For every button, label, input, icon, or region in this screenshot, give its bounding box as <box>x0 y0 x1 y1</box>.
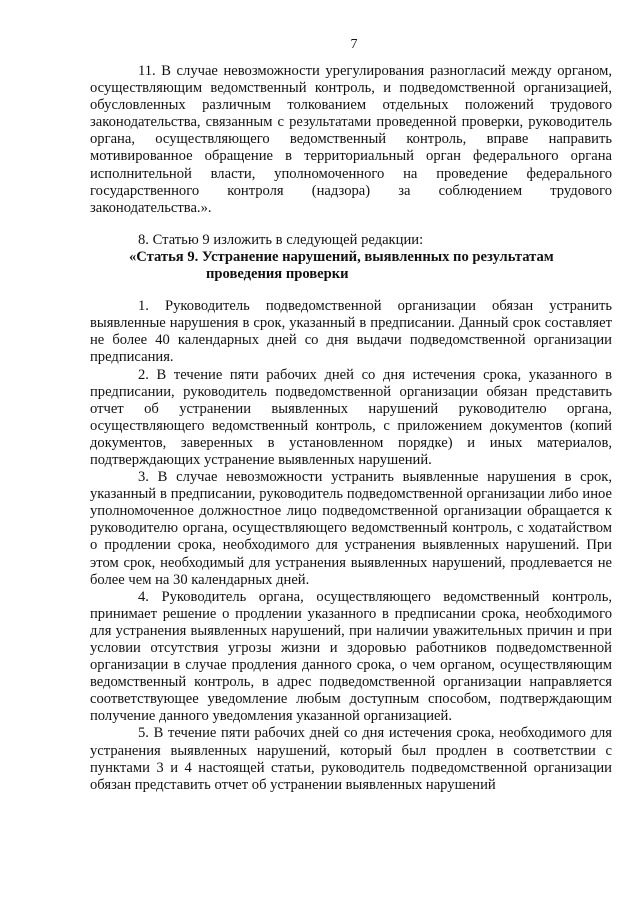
paragraph-11: 11. В случае невозможности урегулирования разногласий между органом, осуществляющим ведомственный контроль, и подведомственной организацией, обусловленных различным толкованием отдельных положений трудового законодательства, связанным с результатами проведенной проверки, руководитель органа, осуществляющего ведомственный контроль, вправе направить мотивированное обращение в территориальный орган федерального органа исполнительной власти, уполномоченного на проведение федерального государственного контроля (надзора) за соблюдением трудового законодательства.». <box>90 63 612 216</box>
article-paragraph-5: 5. В течение пяти рабочих дней со дня истечения срока, необходимого для устранения выявленных нарушений, который был продлен в соответствии с пунктами 3 и 4 настоящей статьи, руководитель подведомственной организации обязан представить отчет об устранении выявленных нарушений <box>90 725 612 793</box>
page-number: 7 <box>350 37 358 52</box>
article-paragraph-1: 1. Руководитель подведомственной организации обязан устранить выявленные нарушения в срок, указанный в предписании. Данный срок составляет не более 40 календарных дней со дня выдачи подведомственной организации предписания. <box>90 298 612 366</box>
amendment-intro: 8. Статью 9 изложить в следующей редакции: <box>138 231 424 248</box>
article-paragraph-4: 4. Руководитель органа, осуществляющего ведомственный контроль, принимает решение о продлении указанного в предписании срока, необходимого для устранения выявленных нарушений, при наличии уважительных причин и при условии отсутствия угрозы жизни и здоровью работников подведомственной организации в случае продления данного срока, о чем органом, осуществляющим ведомственный контроль, в адрес подведомственной организации направляется соответствующее уведомление любым доступным способом, подтверждающим получение данного уведомления указанной организацией. <box>90 588 612 725</box>
article-heading-line2: проведения проверки <box>206 266 349 283</box>
spacer <box>90 217 612 232</box>
article-paragraph-3: 3. В случае невозможности устранить выявленные нарушения в срок, указанный в предписании, руководитель подведомственной организации либо иное уполномоченное должностное лицо подведомственной организации обращается к руководителю органа, осуществляющего ведомственный контроль, с ходатайством о продлении срока, необходимого для устранения выявленных нарушений. При этом срок, необходимый для устранения выявленных нарушений, продлевается не более чем на 30 календарных дней. <box>90 469 612 588</box>
document-page <box>90 36 612 794</box>
article-paragraph-2: 2. В течение пяти рабочих дней со дня истечения срока, указанного в предписании, руководитель подведомственной организации обязан представить отчет об устранении выявленных нарушений руководителю органа, осуществляющего ведомственный контроль, с приложением документов (копий документов, заверенных в установленном порядке) и иных материалов, подтверждающих устранение выявленных нарушений. <box>90 366 612 468</box>
article-heading <box>90 249 612 283</box>
article-heading-line1: «Статья 9. Устранение нарушений, выявленных по результатам <box>129 248 554 265</box>
spacer <box>90 283 612 298</box>
